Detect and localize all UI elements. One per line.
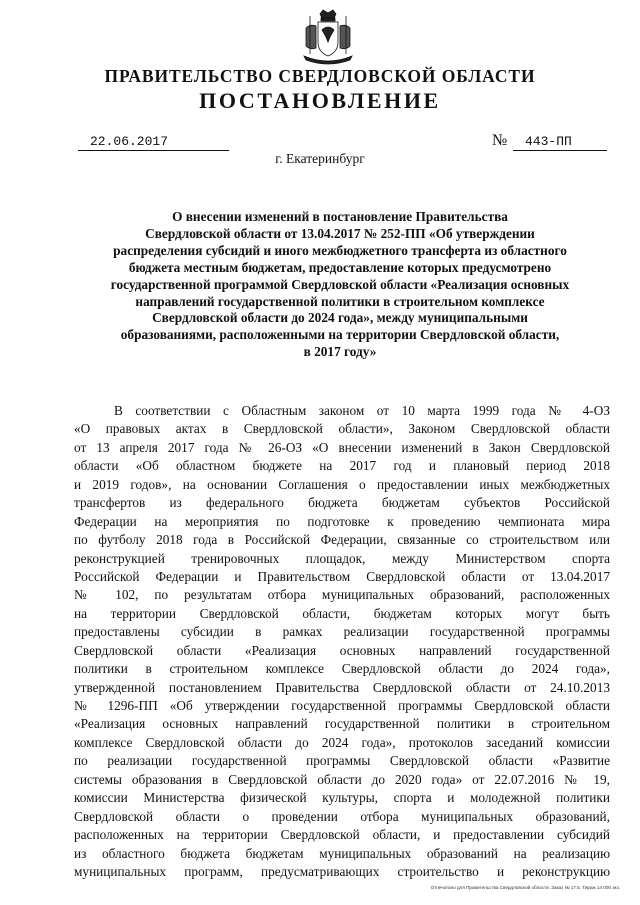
body-line: от 13 апреля 2017 года № 26-ОЗ «О внесении изменений в Закон Свердловской xyxy=(74,439,610,455)
body-line: «Реализация основных направлений государственной политики в строительном xyxy=(74,716,610,732)
title-line: государственной программой Свердловской области «Реализация основных xyxy=(110,276,570,292)
document-date: 22.06.2017 xyxy=(78,134,229,151)
body-line: комплексе Свердловской области до 2024 года», протоколов заседаний комиссии xyxy=(74,734,610,750)
body-line: области «Об областном бюджете на 2017 год и плановый период 2018 xyxy=(74,458,610,474)
body-line: трансфертов из федерального бюджета бюджетам субъектов Российской xyxy=(74,495,610,511)
document-number: 443-ПП xyxy=(513,134,607,151)
title-line: в 2017 году» xyxy=(303,344,377,360)
title-line: Свердловской области до 2024 года», между муниципальными xyxy=(152,310,528,326)
body-line: Свердловской области «Реализация основных направлений государственной xyxy=(74,642,610,658)
body-line: № 102, по результатам отбора муниципальных образований, расположенных xyxy=(74,587,610,603)
body-line: предоставлены субсидии в рамках реализации государственной программы xyxy=(74,624,610,640)
body-line: Свердловской области о проведении отбора муниципальных образований, xyxy=(74,808,610,824)
body-line: расположенных на территории Свердловской области, и предоставлении субсидий xyxy=(74,827,610,843)
body-line: из областного бюджета бюджетам муниципальных образований на реализацию xyxy=(74,845,610,861)
body-line: комиссии Министерства физической культуры, спорта и молодежной политики xyxy=(74,790,610,806)
number-sign: № xyxy=(492,132,508,149)
body-line: Российской Федерации и Правительством Свердловской области от 13.04.2017 xyxy=(74,568,610,584)
body-line: утвержденной постановлением Правительства Свердловской области от 24.10.2013 xyxy=(74,679,610,695)
body-line: на территории Свердловской области, бюджетам которых могут быть xyxy=(74,605,610,621)
coat-of-arms-emblem xyxy=(300,8,356,68)
body-line: Федерации на мероприятия по подготовке к проведению чемпионата мира xyxy=(74,513,610,529)
document-type-title: ПОСТАНОВЛЕНИЕ xyxy=(199,88,441,113)
body-line: реконструкцией тренировочных площадок, между Министерством спорта xyxy=(74,550,610,566)
title-line: направлений государственной политики в строительном комплексе xyxy=(135,293,545,309)
organization-title: ПРАВИТЕЛЬСТВО СВЕРДЛОВСКОЙ ОБЛАСТИ xyxy=(104,66,536,86)
body-line: по реализации государственной программы Свердловской области «Развитие xyxy=(74,753,610,769)
body-line: системы образования в Свердловской области до 2020 года» от 22.07.2016 № 19, xyxy=(74,771,610,787)
print-footer: Отпечатано для Правительства Свердловской области. Заказ № 17.5. Тираж 14 000 экз. xyxy=(430,885,620,890)
body-line: муниципальных программ, предусматривающих строительство и реконструкцию xyxy=(74,863,610,879)
body-line: и 2019 годов», на основании Соглашения о предоставлении иных межбюджетных xyxy=(74,476,610,492)
title-line: образованиями, расположенными на территории Свердловской области, xyxy=(120,327,560,343)
body-line: политики в строительном комплексе Свердловской области до 2024 года», xyxy=(74,661,610,677)
body-paragraph xyxy=(74,402,610,881)
title-line: О внесении изменений в постановление Правительства xyxy=(172,209,508,224)
city-line: г. Екатеринбург xyxy=(275,151,365,166)
title-line: распределения субсидий и иного межбюджетного трансферта из областного xyxy=(113,242,567,258)
body-line: по футболу 2018 года в Российской Федерации, связанные со строительством или xyxy=(74,532,610,548)
body-line: В соответствии с Областным законом от 10 марта 1999 года № 4-ОЗ xyxy=(114,403,610,418)
body-line: «О правовых актах в Свердловской области», Законом Свердловской области xyxy=(74,421,610,437)
title-line: бюджета местным бюджетам, предоставление которых предусмотрено xyxy=(128,259,552,275)
title-line: Свердловской области от 13.04.2017 № 252-ПП «Об утверждении xyxy=(145,225,535,241)
body-line: № 1296-ПП «Об утверждении государственной программы Свердловской области xyxy=(74,698,610,713)
resolution-title xyxy=(70,209,610,361)
